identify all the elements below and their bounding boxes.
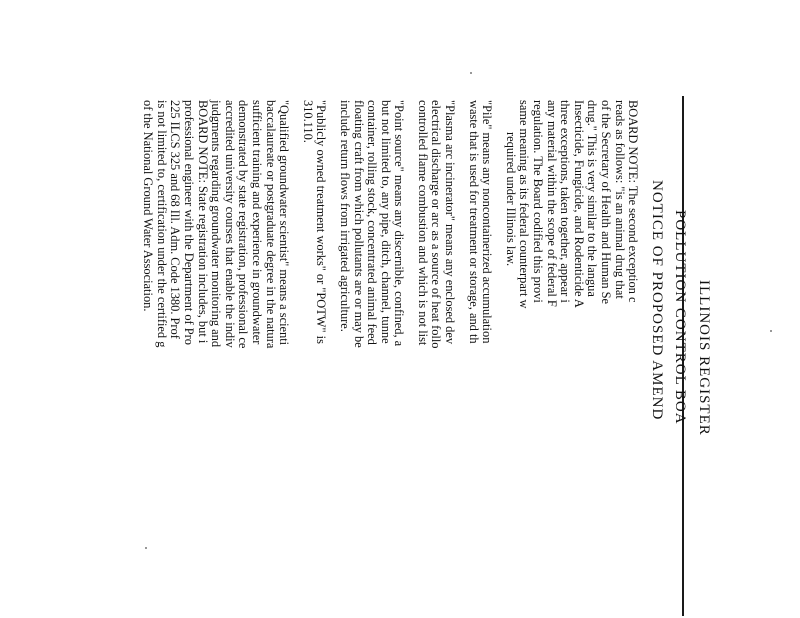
paragraph-line: include return flows from irrigated agriculture. xyxy=(337,100,352,332)
paragraph-line: of the Secretary of Health and Human Se xyxy=(599,100,614,305)
paragraph-line: three exceptions, taken together, appear i xyxy=(558,100,573,303)
paragraph-line: of the National Ground Water Association. xyxy=(141,100,156,312)
point-source-definition xyxy=(337,0,405,560)
register-title: ILLINOIS REGISTER xyxy=(696,280,712,436)
paragraph-line: regulation. The Board codified this provi xyxy=(531,100,546,303)
paragraph-line: any material within the scope of federal F xyxy=(544,100,559,307)
potw-definition xyxy=(300,0,327,560)
paragraph-line: waste that is used for treatment or storage, and th xyxy=(466,100,481,344)
paragraph-line: sufficient training and experience in groundwater xyxy=(249,100,264,345)
paragraph-line: but not limited to, any pipe, ditch, channel, tunne xyxy=(378,100,393,344)
paragraph-line: Insecticide, Fungicide, and Rodenticide A xyxy=(571,100,586,308)
paragraph-line: same meaning as its federal counterpart w xyxy=(517,100,532,309)
paragraph-line: 225 ILCS 325 and 68 Ill. Adm. Code 1380. Prof xyxy=(168,100,183,339)
paragraph-line: "Pile" means any noncontainerized accumulation xyxy=(480,100,495,344)
paragraph-line: "Point source" means any discernible, confined, a xyxy=(392,100,407,347)
paragraph-line: accredited university courses that enable the indiv xyxy=(222,100,237,348)
paragraph-line: container, rolling stock, concentrated animal feed xyxy=(365,100,380,345)
paragraph-line: BOARD NOTE: State registration includes, but i xyxy=(195,100,210,344)
paragraph-line: required under Illinois law. xyxy=(503,132,518,267)
scan-speck xyxy=(770,330,772,332)
paragraph-line: is not limited to, certification under the certified g xyxy=(154,100,169,348)
pile-definition xyxy=(466,0,493,560)
paragraph-line: demonstrated by state registration, professional ce xyxy=(236,100,251,349)
paragraph-line: floating craft from which pollutants are or may be xyxy=(351,100,366,348)
paragraph-line: drug." This is very similar to the langua xyxy=(585,100,600,297)
paragraph-line: electrical discharge or arc as a source of heat follo xyxy=(429,100,444,349)
paragraph-line: "Plasma arc incinerator" means any enclosed dev xyxy=(443,100,458,345)
qualified-groundwater-scientist-definition xyxy=(141,0,291,560)
board-note-1 xyxy=(503,0,639,560)
paragraph-line: "Qualified groundwater scientist" means a scienti xyxy=(277,100,292,346)
paragraph-line: baccalaureate or postgraduate degree in the natura xyxy=(263,100,278,349)
plasma-arc-definition xyxy=(415,0,456,560)
paragraph-line: BOARD NOTE: The second exception c xyxy=(626,100,641,303)
paragraph-line: professional engineer with the Department of Pro xyxy=(182,100,196,345)
paragraph-line: controlled flame combustion and which is not list xyxy=(415,100,430,346)
paragraph-line: 310.110. xyxy=(300,100,315,143)
board-title: POLLUTION CONTROL BOA xyxy=(672,210,689,425)
rotated-text-block xyxy=(130,0,710,560)
paragraph-line: judgments regarding groundwater monitoring and xyxy=(209,100,224,348)
paragraph-line: "Publicly owned treatment works" or "POTW" is xyxy=(314,100,329,344)
notice-title: NOTICE OF PROPOSED AMEND xyxy=(648,180,665,421)
paragraph-line: reads as follows: "is an animal drug that xyxy=(612,100,627,299)
